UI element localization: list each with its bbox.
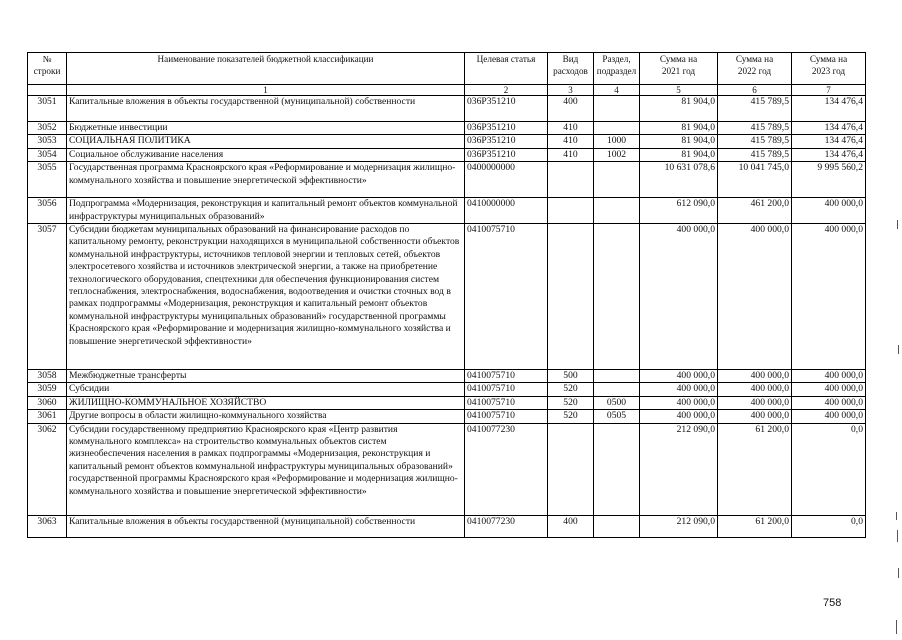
row-code: 0400000000 <box>465 162 548 198</box>
table-row <box>28 96 866 122</box>
header-num: № строки <box>28 53 67 85</box>
header-code: Целевая статья <box>465 53 548 85</box>
row-name: Социальное обслуживание населения <box>67 148 465 161</box>
row-code: 036P351210 <box>465 96 548 122</box>
row-name: Другие вопросы в области жилищно-коммунального хозяйства <box>67 410 465 423</box>
row-razdel <box>594 122 640 135</box>
column-number: 2 <box>465 85 548 96</box>
row-sum-2021: 400 000,0 <box>640 224 718 370</box>
scan-edge-mark <box>896 620 897 634</box>
row-sum-2023: 134 476,4 <box>792 148 866 161</box>
row-name: Подпрограмма «Модернизация, реконструкция и капитальный ремонт объектов коммунальной инфраструктуры муниципальных образований» <box>67 198 465 224</box>
row-sum-2021: 400 000,0 <box>640 396 718 409</box>
column-number: 4 <box>594 85 640 96</box>
row-sum-2021: 212 090,0 <box>640 423 718 515</box>
header-name: Наименование показателей бюджетной классификации <box>67 53 465 85</box>
row-num: 3053 <box>28 135 67 148</box>
row-razdel <box>594 515 640 537</box>
row-num: 3052 <box>28 122 67 135</box>
scan-edge-mark <box>898 345 899 354</box>
row-razdel <box>594 198 640 224</box>
row-sum-2022: 415 789,5 <box>718 96 792 122</box>
row-razdel <box>594 162 640 198</box>
row-razdel <box>594 423 640 515</box>
budget-table <box>27 52 866 538</box>
row-sum-2021: 81 904,0 <box>640 148 718 161</box>
column-number: 1 <box>67 85 465 96</box>
row-sum-2023: 134 476,4 <box>792 122 866 135</box>
row-name: Субсидии <box>67 383 465 396</box>
row-sum-2023: 400 000,0 <box>792 224 866 370</box>
row-vid <box>548 224 594 370</box>
row-vid: 520 <box>548 396 594 409</box>
row-sum-2021: 81 904,0 <box>640 135 718 148</box>
row-sum-2023: 400 000,0 <box>792 198 866 224</box>
table-row <box>28 122 866 135</box>
row-vid: 410 <box>548 148 594 161</box>
row-sum-2023: 400 000,0 <box>792 396 866 409</box>
row-code: 036P351210 <box>465 148 548 161</box>
row-sum-2022: 461 200,0 <box>718 198 792 224</box>
table-row <box>28 162 866 198</box>
row-sum-2021: 400 000,0 <box>640 383 718 396</box>
row-razdel <box>594 224 640 370</box>
row-code: 0410075710 <box>465 370 548 383</box>
row-vid: 410 <box>548 122 594 135</box>
row-name: ЖИЛИЩНО-КОММУНАЛЬНОЕ ХОЗЯЙСТВО <box>67 396 465 409</box>
column-number: 3 <box>548 85 594 96</box>
table-row <box>28 198 866 224</box>
row-sum-2022: 400 000,0 <box>718 383 792 396</box>
row-code: 0410000000 <box>465 198 548 224</box>
row-code: 036P351210 <box>465 135 548 148</box>
row-vid: 520 <box>548 383 594 396</box>
table-body <box>28 96 866 538</box>
table-row <box>28 396 866 409</box>
header-razdel: Раздел, подраздел <box>594 53 640 85</box>
scan-edge-mark <box>896 512 897 520</box>
row-vid: 410 <box>548 135 594 148</box>
row-name: Субсидии государственному предприятию Красноярского края «Центр развития коммунального комплекса» на строительство коммунальных объектов систем жизнеобеспечения населения в рамках подпрограммы «Модернизация, реконструкция и капитальный ремонт объектов коммунальной инфраструктуры муниципальных образований» государственной программы Красноярского края «Реформирование и модернизация жилищно-коммунального хозяйства и повышение энергетической эффективности» <box>67 423 465 515</box>
scan-edge-mark <box>897 220 898 229</box>
scan-edge-mark <box>898 568 899 578</box>
column-number: 5 <box>640 85 718 96</box>
page-number: 758 <box>823 597 842 609</box>
row-name: Капитальные вложения в объекты государственной (муниципальной) собственности <box>67 96 465 122</box>
row-vid <box>548 423 594 515</box>
row-sum-2021: 612 090,0 <box>640 198 718 224</box>
row-sum-2023: 134 476,4 <box>792 135 866 148</box>
row-name: Субсидии бюджетам муниципальных образований на финансирование расходов по капитальному ремонту, реконструкции находящихся в муниципальной собственности объектов коммунальной инфраструктуры, источников тепловой энергии и тепловых сетей, объектов электросетевого хозяйства и источников электрической энергии, а также на приобретение технологического оборудования, спецтехники для обеспечения функционирования систем теплоснабжения, электроснабжения, водоснабжения, водоотведения и очистки сточных вод в рамках подпрограммы «Модернизация, реконструкция и капитальный ремонт объектов коммунальной инфраструктуры муниципальных образований» государственной программы Красноярского края «Реформирование и модернизация жилищно-коммунального хозяйства и повышение энергетической эффективности» <box>67 224 465 370</box>
column-number <box>28 85 67 96</box>
table-row <box>28 148 866 161</box>
row-num: 3062 <box>28 423 67 515</box>
row-razdel: 1000 <box>594 135 640 148</box>
row-sum-2021: 81 904,0 <box>640 122 718 135</box>
row-sum-2021: 400 000,0 <box>640 410 718 423</box>
row-num: 3056 <box>28 198 67 224</box>
row-sum-2022: 415 789,5 <box>718 148 792 161</box>
row-razdel <box>594 370 640 383</box>
row-sum-2022: 400 000,0 <box>718 224 792 370</box>
row-sum-2022: 10 041 745,0 <box>718 162 792 198</box>
row-sum-2023: 9 995 560,2 <box>792 162 866 198</box>
row-sum-2023: 400 000,0 <box>792 383 866 396</box>
row-vid: 400 <box>548 515 594 537</box>
row-razdel: 0505 <box>594 410 640 423</box>
table-row <box>28 224 866 370</box>
row-num: 3063 <box>28 515 67 537</box>
header-vid: Вид расходов <box>548 53 594 85</box>
row-sum-2021: 10 631 078,6 <box>640 162 718 198</box>
row-sum-2023: 400 000,0 <box>792 410 866 423</box>
row-vid: 500 <box>548 370 594 383</box>
row-num: 3059 <box>28 383 67 396</box>
table-row <box>28 423 866 515</box>
row-num: 3060 <box>28 396 67 409</box>
row-name: Межбюджетные трансферты <box>67 370 465 383</box>
header-sum-2021: Сумма на 2021 год <box>640 53 718 85</box>
row-code: 0410077230 <box>465 423 548 515</box>
row-code: 036P351210 <box>465 122 548 135</box>
header-sum-2022: Сумма на 2022 год <box>718 53 792 85</box>
row-sum-2022: 415 789,5 <box>718 135 792 148</box>
row-vid: 400 <box>548 96 594 122</box>
table-row <box>28 135 866 148</box>
row-sum-2022: 415 789,5 <box>718 122 792 135</box>
row-sum-2022: 400 000,0 <box>718 410 792 423</box>
row-num: 3054 <box>28 148 67 161</box>
column-number: 7 <box>792 85 866 96</box>
row-name: СОЦИАЛЬНАЯ ПОЛИТИКА <box>67 135 465 148</box>
row-code: 0410075710 <box>465 410 548 423</box>
row-vid: 520 <box>548 410 594 423</box>
header-sum-2023: Сумма на 2023 год <box>792 53 866 85</box>
row-name: Бюджетные инвестиции <box>67 122 465 135</box>
table-row <box>28 410 866 423</box>
row-sum-2023: 0,0 <box>792 515 866 537</box>
row-num: 3058 <box>28 370 67 383</box>
table-row <box>28 515 866 537</box>
table-row <box>28 370 866 383</box>
row-sum-2021: 400 000,0 <box>640 370 718 383</box>
row-num: 3057 <box>28 224 67 370</box>
row-sum-2023: 134 476,4 <box>792 96 866 122</box>
row-sum-2022: 61 200,0 <box>718 515 792 537</box>
row-code: 0410075710 <box>465 224 548 370</box>
row-code: 0410077230 <box>465 515 548 537</box>
row-sum-2021: 212 090,0 <box>640 515 718 537</box>
row-sum-2023: 400 000,0 <box>792 370 866 383</box>
column-number: 6 <box>718 85 792 96</box>
row-sum-2023: 0,0 <box>792 423 866 515</box>
row-num: 3061 <box>28 410 67 423</box>
column-number-row <box>28 85 866 96</box>
row-vid <box>548 198 594 224</box>
row-num: 3051 <box>28 96 67 122</box>
table-row <box>28 383 866 396</box>
row-sum-2022: 400 000,0 <box>718 370 792 383</box>
row-vid <box>548 162 594 198</box>
row-code: 0410075710 <box>465 383 548 396</box>
row-num: 3055 <box>28 162 67 198</box>
row-sum-2021: 81 904,0 <box>640 96 718 122</box>
row-name: Государственная программа Красноярского края «Реформирование и модернизация жилищно-коммунального хозяйства и повышение энергетической эффективности» <box>67 162 465 198</box>
row-razdel <box>594 96 640 122</box>
row-razdel <box>594 383 640 396</box>
table-header-row <box>28 53 866 85</box>
row-sum-2022: 61 200,0 <box>718 423 792 515</box>
row-name: Капитальные вложения в объекты государственной (муниципальной) собственности <box>67 515 465 537</box>
row-razdel: 1002 <box>594 148 640 161</box>
scan-edge-mark <box>897 530 898 542</box>
row-razdel: 0500 <box>594 396 640 409</box>
row-sum-2022: 400 000,0 <box>718 396 792 409</box>
row-code: 0410075710 <box>465 396 548 409</box>
